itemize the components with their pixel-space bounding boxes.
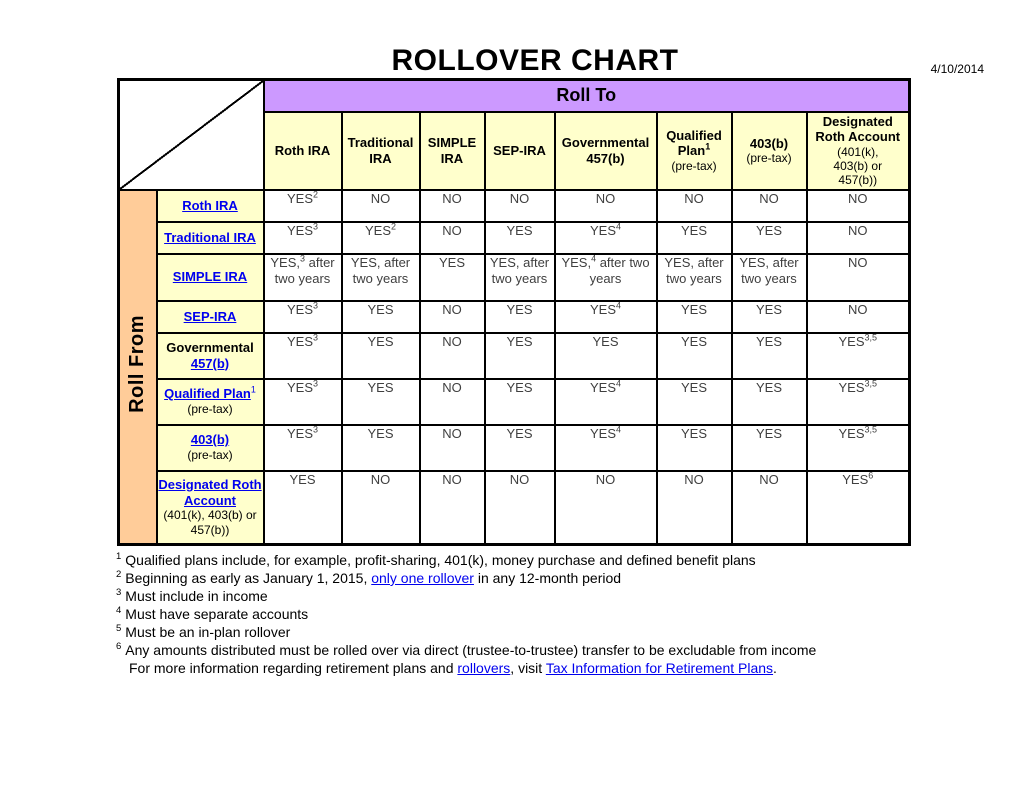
col-header: Qualified Plan$^1$ (pre-tax) (657, 112, 732, 190)
table-cell (657, 333, 732, 379)
cell-text: YES (367, 379, 394, 395)
table-cell (485, 222, 555, 254)
cell-text: NO (848, 222, 868, 238)
footnote-text: Must be an in-plan rollover (125, 624, 291, 640)
row-header-sub: (401(k), 403(b) or 457(b)) (163, 508, 257, 538)
col-header-sub: (pre-tax) (671, 158, 717, 173)
cell-text: YES (286, 379, 313, 395)
cell-text: NO (848, 254, 868, 270)
table-row (119, 222, 910, 254)
table-cell: YES,$^4$ after two years (555, 254, 657, 301)
cell-text: NO (595, 471, 616, 487)
footnotes (116, 551, 1001, 677)
footnote-text: For more information regarding retirement plans and (129, 660, 458, 676)
table-cell: YES,$^3$ after two years (264, 254, 342, 301)
cell-text: YES (367, 425, 394, 441)
table-cell: YES$^3$ (264, 222, 342, 254)
cell-text: YES (589, 222, 616, 238)
row-header (157, 254, 264, 301)
table-cell: YES$^4$ (555, 379, 657, 425)
table-cell (342, 425, 420, 471)
cell-text: YES, after two years (739, 254, 799, 286)
cell-text: YES (506, 222, 533, 238)
col-header-sub: (401(k), 403(b) or 457(b)) (833, 144, 883, 187)
table-cell (485, 301, 555, 333)
cell-text: YES (286, 301, 313, 317)
cell-text: YES (842, 471, 869, 487)
cell-text: YES (592, 333, 619, 349)
table-cell (657, 425, 732, 471)
table-cell (420, 333, 485, 379)
row-header-link[interactable]: Designated Roth Account (158, 476, 262, 508)
cell-text: NO (759, 190, 779, 206)
table-cell: YES$^4$ (555, 425, 657, 471)
cell-text: NO (442, 379, 462, 395)
cell-text: NO (442, 425, 462, 441)
cell-text: NO (848, 301, 868, 317)
footnote-link[interactable]: Tax Information for Retirement Plans (545, 660, 774, 676)
col-header-title: SIMPLE IRA (427, 135, 477, 166)
table-row (119, 379, 910, 425)
cell-text: YES (680, 379, 707, 395)
table-cell (342, 333, 420, 379)
row-header-sub: (pre-tax) (187, 448, 233, 463)
table-row (119, 425, 910, 471)
table-cell (485, 425, 555, 471)
table-cell (732, 222, 807, 254)
cell-text: YES (680, 425, 707, 441)
row-header (157, 333, 264, 379)
row-header-sup: 1 (250, 384, 256, 395)
cell-text: NO (370, 190, 391, 206)
row-header-sub: (pre-tax) (187, 402, 233, 417)
col-header-title: Traditional IRA (347, 135, 414, 166)
col-header (807, 112, 910, 190)
footnote (116, 551, 1001, 569)
table-cell (420, 254, 485, 301)
cell-text: YES (755, 222, 782, 238)
cell-text: YES (838, 333, 865, 349)
table-cell (342, 254, 420, 301)
table-cell (732, 471, 807, 545)
row-header (157, 222, 264, 254)
cell-text: YES, (270, 254, 300, 270)
footnote-sup: 1 (116, 551, 122, 563)
row-header-link[interactable]: Qualified Plan (164, 386, 251, 402)
cell-text: NO (595, 190, 616, 206)
table-cell (264, 471, 342, 545)
cell-text: NO (509, 471, 530, 487)
table-cell (807, 222, 910, 254)
table-cell (485, 333, 555, 379)
cell-text: NO (509, 190, 530, 206)
col-header-sub: (pre-tax) (746, 151, 792, 166)
cell-text: YES (589, 425, 616, 441)
col-header (732, 112, 807, 190)
diagonal-line (120, 81, 263, 189)
table-cell (555, 333, 657, 379)
row-header (157, 190, 264, 222)
table-cell: YES$^{3,5}$ (807, 333, 910, 379)
row-header (157, 379, 264, 425)
date-label: 4/10/2014 (930, 62, 984, 76)
footnote-text: Must have separate accounts (125, 606, 309, 622)
cell-text: NO (442, 471, 462, 487)
cell-text: after two years (274, 254, 335, 286)
col-header (264, 112, 342, 190)
table-row (119, 254, 910, 301)
col-header-title: 403(b) (749, 135, 789, 151)
col-header (342, 112, 420, 190)
cell-text: YES (367, 333, 394, 349)
cell-text: NO (684, 190, 704, 206)
table-row (119, 301, 910, 333)
footnote (116, 569, 1001, 587)
cell-text: YES, after two years (489, 254, 550, 286)
cell-text: YES, (561, 254, 592, 270)
table-cell (420, 222, 485, 254)
table-cell: YES$^2$ (264, 190, 342, 222)
cell-text: YES (506, 425, 533, 441)
cell-text: NO (370, 471, 391, 487)
cell-text: YES (838, 379, 865, 395)
col-header (485, 112, 555, 190)
footnote (116, 641, 1001, 659)
cell-text: YES (367, 301, 394, 317)
footnote-text: Must include in income (125, 588, 268, 604)
cell-text: YES (589, 379, 616, 395)
cell-text: YES, after two years (664, 254, 724, 286)
table-cell (420, 190, 485, 222)
table-row (119, 471, 910, 545)
table-cell: YES$^2$ (342, 222, 420, 254)
table-cell (420, 301, 485, 333)
table-cell (420, 425, 485, 471)
cell-text: YES (589, 301, 616, 317)
table-cell (732, 333, 807, 379)
table-cell (807, 301, 910, 333)
footnote-sup: 2 (116, 569, 122, 581)
table-cell (342, 379, 420, 425)
cell-text: NO (684, 471, 704, 487)
cell-text: NO (442, 222, 462, 238)
cell-text: after two years (589, 254, 650, 286)
cell-text: YES (364, 222, 391, 238)
table-cell (420, 379, 485, 425)
cell-text: YES (506, 379, 533, 395)
roll-to-header: Roll To (264, 80, 910, 112)
col-header (420, 112, 485, 190)
cell-text: YES (506, 301, 533, 317)
table-cell (555, 190, 657, 222)
table-cell (657, 222, 732, 254)
row-header (157, 301, 264, 333)
roll-from-header (119, 190, 157, 545)
table-cell: YES$^{3,5}$ (807, 379, 910, 425)
table-cell (807, 254, 910, 301)
table-cell: YES$^3$ (264, 425, 342, 471)
table-cell: YES$^4$ (555, 222, 657, 254)
cell-text: YES (680, 301, 707, 317)
footnote (116, 659, 1001, 677)
cell-text: YES (506, 333, 533, 349)
table-cell (657, 379, 732, 425)
cell-text: YES (838, 425, 865, 441)
cell-text: YES (755, 301, 782, 317)
footnote-text: Any amounts distributed must be rolled over via direct (trustee-to-trustee) transfer to be excludable from income (125, 642, 817, 658)
table-cell (342, 301, 420, 333)
footnote-text: Beginning as early as January 1, 2015, (125, 570, 372, 586)
table-cell (657, 254, 732, 301)
cell-text: YES (289, 471, 316, 487)
cell-text: YES (438, 254, 465, 270)
table-cell (485, 254, 555, 301)
footnote-text: , visit (510, 660, 546, 676)
cell-text: NO (442, 190, 462, 206)
footnote-link[interactable]: rollovers (457, 660, 511, 676)
table-cell: YES$^{3,5}$ (807, 425, 910, 471)
table-cell (732, 254, 807, 301)
row-header (157, 425, 264, 471)
table-cell (342, 471, 420, 545)
row-header-link[interactable]: SEP-IRA (183, 308, 237, 324)
footnote-sup: 5 (116, 623, 122, 635)
rollover-table (117, 78, 911, 546)
table-cell (732, 190, 807, 222)
table-cell: YES$^3$ (264, 301, 342, 333)
footnote-link[interactable]: only one rollover (371, 570, 474, 586)
footnote-sup: 6 (116, 641, 122, 653)
cell-text: NO (442, 333, 462, 349)
row-header-link[interactable]: 457(b) (190, 355, 230, 371)
table-cell (420, 471, 485, 545)
row-header-link[interactable]: Roth IRA (182, 197, 238, 213)
col-header-title: Governmental 457(b) (561, 135, 650, 166)
cell-text: NO (759, 471, 779, 487)
cell-text: YES (755, 333, 782, 349)
footnote (116, 587, 1001, 605)
table-cell (657, 471, 732, 545)
col-header-title: Designated Roth Account (815, 113, 901, 145)
table-cell: YES$^6$ (807, 471, 910, 545)
table-cell (342, 190, 420, 222)
row-header-text: Governmental (166, 339, 254, 355)
table-cell (807, 190, 910, 222)
cell-text: YES (680, 222, 707, 238)
table-cell (555, 471, 657, 545)
table-cell: YES$^4$ (555, 301, 657, 333)
cell-text: YES (286, 222, 313, 238)
footnote-text: Qualified plans include, for example, profit-sharing, 401(k), money purchase and defined benefit plans (125, 552, 756, 568)
table-cell (657, 190, 732, 222)
col-header (555, 112, 657, 190)
cell-text: NO (848, 190, 868, 206)
row-header-link[interactable]: 403(b) (190, 432, 230, 448)
footnote-text: in any 12-month period (473, 570, 622, 586)
table-row (119, 333, 910, 379)
cell-text: NO (442, 301, 462, 317)
footnote (116, 623, 1001, 641)
row-header (157, 471, 264, 545)
col-header-title: Qualified Plan (666, 128, 722, 159)
col-header-title: Roth IRA (274, 142, 331, 158)
footnote-text: . (773, 660, 777, 676)
cell-text: YES (286, 333, 313, 349)
table-cell (732, 425, 807, 471)
col-header-title: SEP-IRA (493, 142, 546, 158)
header-band-row (119, 80, 910, 112)
table-cell: YES$^3$ (264, 379, 342, 425)
table-cell (485, 471, 555, 545)
diagonal-cell (119, 80, 264, 190)
row-header-link[interactable]: Traditional IRA (164, 229, 256, 245)
footnote-sup: 4 (116, 605, 122, 617)
cell-text: YES (755, 379, 782, 395)
roll-from-label: Roll From (126, 315, 149, 414)
cell-text: YES (755, 425, 782, 441)
table-cell (732, 301, 807, 333)
footnote (116, 605, 1001, 623)
table-row (119, 190, 910, 222)
table-cell (485, 379, 555, 425)
footnote-sup: 3 (116, 587, 122, 599)
rollover-table-body (119, 80, 910, 545)
cell-text: YES, after two years (350, 254, 411, 286)
cell-text: YES (286, 190, 313, 206)
page-title: ROLLOVER CHART (391, 44, 679, 77)
table-cell (732, 379, 807, 425)
cell-text: YES (680, 333, 707, 349)
table-cell (657, 301, 732, 333)
table-cell (485, 190, 555, 222)
cell-text: YES (286, 425, 313, 441)
row-header-link[interactable]: SIMPLE IRA (172, 269, 248, 285)
table-cell: YES$^3$ (264, 333, 342, 379)
